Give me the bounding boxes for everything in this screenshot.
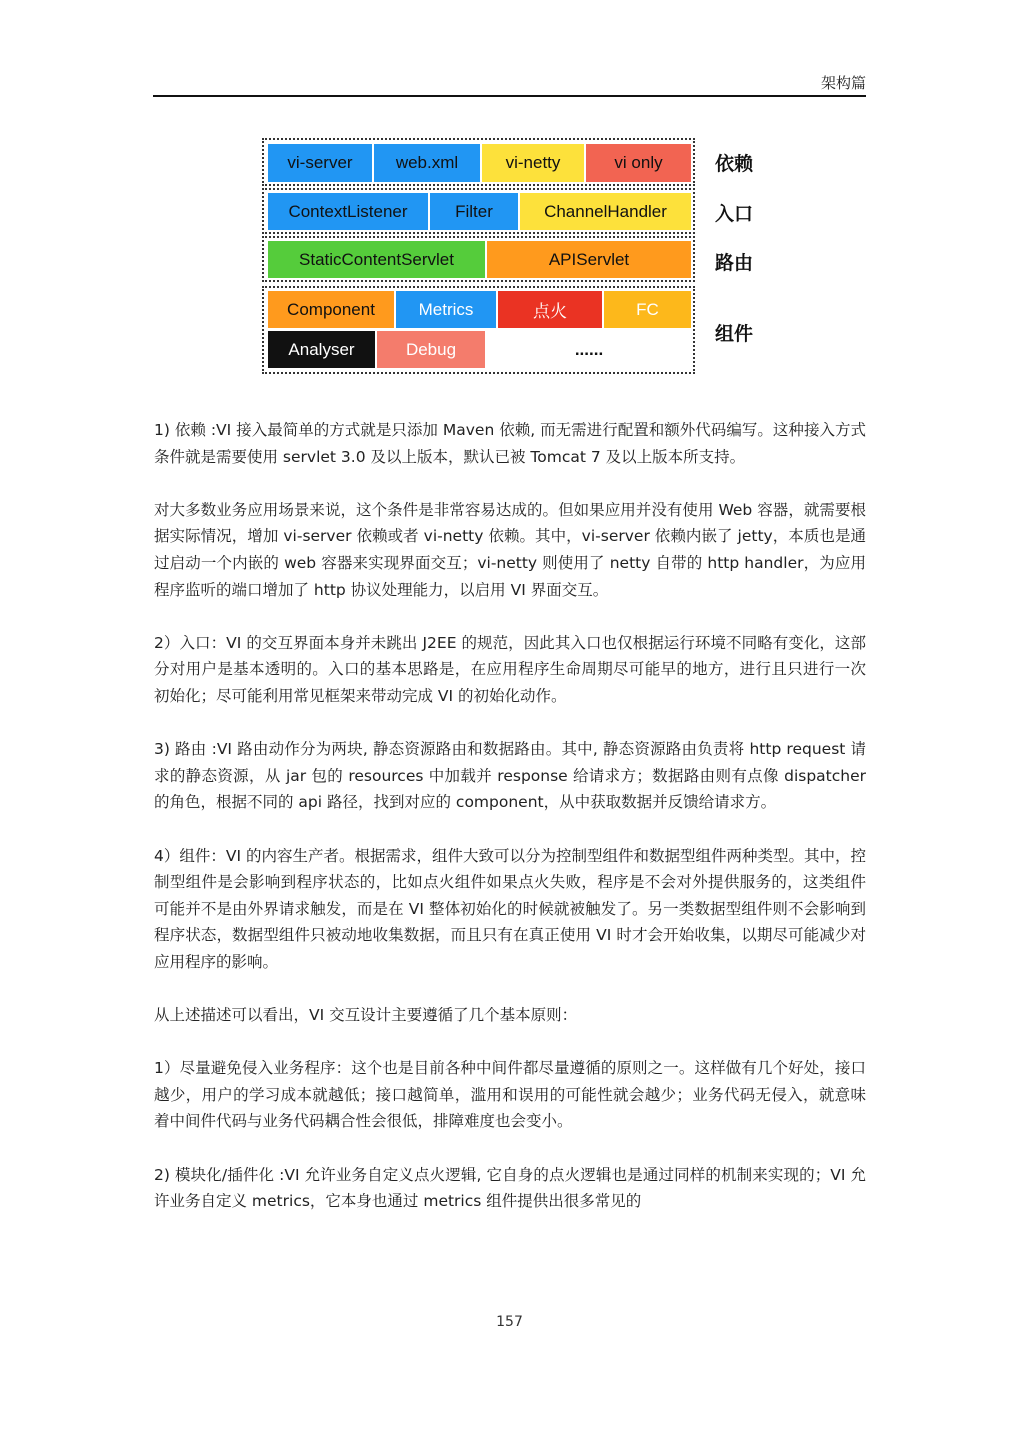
block-debug: Debug (377, 331, 485, 368)
paragraph-principles-intro: 从上述描述可以看出，VI 交互设计主要遵循了几个基本原则： (154, 1006, 578, 1025)
layer-routing (262, 236, 695, 282)
block-component: Component (268, 291, 394, 328)
block-analyser: Analyser (268, 331, 375, 368)
block-api-servlet: APIServlet (487, 241, 691, 278)
paragraph-principle-1: 1）尽量避免侵入业务程序：这个也是目前各种中间件都尽量遵循的原则之一。这样做有几个好处，接口越少，用户的学习成本就越低；接口越简单，滥用和误用的可能性就会越少；业务代码无侵入，就意味着中间件代码与业务代码耦合性会很低，排障难度也会变小。 (154, 1059, 866, 1131)
block-channel-handler: ChannelHandler (520, 193, 691, 230)
architecture-diagram (262, 138, 762, 378)
block-static-content-servlet: StaticContentServlet (268, 241, 485, 278)
layer-entry (262, 188, 695, 234)
block-fc: FC (604, 291, 691, 328)
layer-component (262, 286, 695, 374)
block-ignition: 点火 (498, 291, 602, 328)
block-ellipsis: ...... (574, 339, 604, 359)
block-context-listener: ContextListener (268, 193, 428, 230)
block-metrics: Metrics (396, 291, 496, 328)
section-title: 架构篇 (820, 74, 866, 92)
block-filter: Filter (430, 193, 518, 230)
layer-label-component: 组件 (715, 323, 754, 345)
paragraph-web-container: 对大多数业务应用场景来说，这个条件是非常容易达成的。但如果应用并没有使用 Web 容器，就需要根据实际情况，增加 vi-server 依赖或者 vi-netty 依赖。其中，vi-server 依赖内嵌了 jetty，本质也是通过启动一个内嵌的 web 容器来实现界面交互；vi-netty 则使用了 netty 自带的 http handler，为应用程序监听的端口增加了 http 协议处理能力，以启用 VI 界面交互。 (154, 500, 866, 599)
page-number: 157 (496, 1314, 523, 1330)
block-web-xml: web.xml (374, 144, 480, 182)
paragraph-component: 4）组件：VI 的内容生产者。根据需求，组件大致可以分为控制型组件和数据型组件两种类型。其中，控制型组件是会影响到程序状态的，比如点火组件如果点火失败，程序是不会对外提供服务的，这类组件可能并不是由外界请求触发，而是在 VI 整体初始化的时候就被触发了。另一类数据型组件则不会影响到程序状态，数据型组件只被动地收集数据，而且只有在真正使用 VI 时才会开始收集，以期尽可能减少对应用程序的影响。 (154, 846, 866, 971)
header-rule (153, 95, 866, 97)
paragraph-routing: 3) 路由 :VI 路由动作分为两块, 静态资源路由和数据路由。其中, 静态资源路由负责将 http request 请求的静态资源，从 jar 包的 resources 中加载并 response 给请求方；数据路由则有点像 dispatcher 的角色，根据不同的 api 路径，找到对应的 component，从中获取数据并反馈给请求方。 (154, 740, 866, 812)
layer-label-entry: 入口 (715, 203, 754, 225)
layer-label-dependency: 依赖 (715, 153, 754, 175)
block-vi-only: vi only (586, 144, 691, 182)
block-vi-netty: vi-netty (482, 144, 584, 182)
layer-label-routing: 路由 (715, 252, 754, 274)
block-vi-server: vi-server (268, 144, 372, 182)
paragraph-dependency: 1) 依赖 :VI 接入最简单的方式就是只添加 Maven 依赖, 而无需进行配置和额外代码编写。这种接入方式条件就是需要使用 servlet 3.0 及以上版本，默认已被 Tomcat 7 及以上版本所支持。 (154, 421, 866, 466)
body-text (154, 417, 866, 1241)
layer-dependency (262, 138, 695, 186)
paragraph-entry: 2）入口：VI 的交互界面本身并未跳出 J2EE 的规范，因此其入口也仅根据运行环境不同略有变化，这部分对用户是基本透明的。入口的基本思路是，在应用程序生命周期尽可能早的地方，进行且只进行一次初始化；尽可能利用常见框架来带动完成 VI 的初始化动作。 (154, 633, 866, 705)
paragraph-principle-2: 2) 模块化/插件化 :VI 允许业务自定义点火逻辑, 它自身的点火逻辑也是通过同样的机制来实现的；VI 允许业务自定义 metrics，它本身也通过 metrics 组件提供出很多常见的 (154, 1165, 866, 1211)
